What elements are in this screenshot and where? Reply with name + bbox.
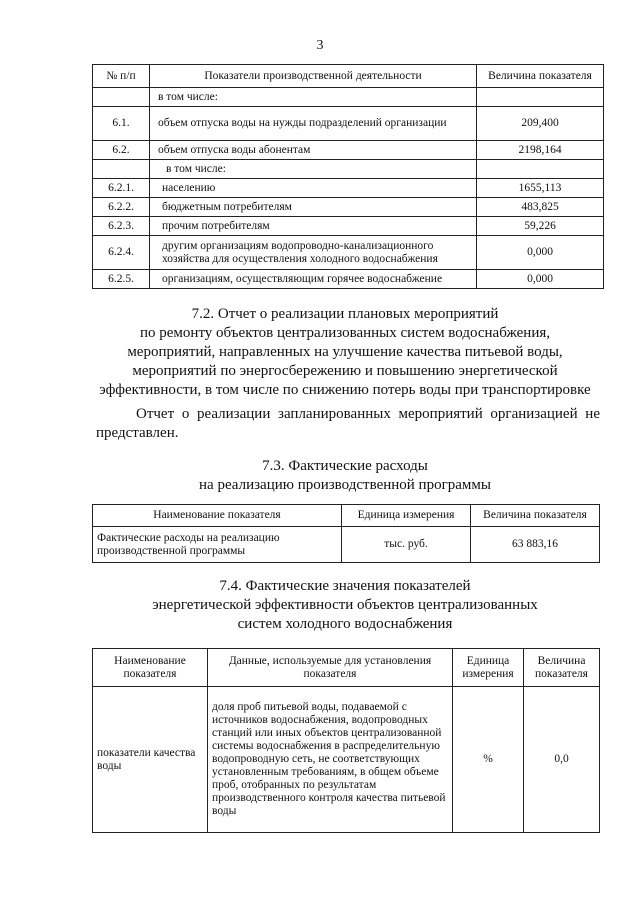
- row-number: 6.2.5.: [93, 270, 150, 289]
- table-row: [93, 160, 604, 179]
- column-header: Наименование показателя: [93, 505, 342, 527]
- row-value: [477, 88, 604, 107]
- table-row: [93, 198, 604, 217]
- row-label: объем отпуска воды абонентам: [150, 141, 477, 160]
- row-value: 483,825: [477, 198, 604, 217]
- row-number: 6.2.: [93, 141, 150, 160]
- row-label: в том числе:: [150, 88, 477, 107]
- row-value: 63 883,16: [471, 527, 600, 563]
- section-7-3-heading: [60, 457, 630, 495]
- row-label: организациям, осуществляющим горячее водоснабжение: [150, 270, 477, 289]
- heading-line: 7.3. Фактические расходы: [262, 458, 428, 474]
- table-row: [93, 527, 600, 563]
- table-row: [93, 141, 604, 160]
- row-number: 6.2.1.: [93, 179, 150, 198]
- page-number: 3: [316, 38, 324, 53]
- table-row: [93, 107, 604, 141]
- row-label: населению: [150, 179, 477, 198]
- section-7-2-paragraph: Отчет о реализации запланированных мероприятий организацией не представлен.: [96, 406, 600, 441]
- actual-expenses-table: [92, 504, 600, 563]
- row-label: объем отпуска воды на нужды подразделений организации: [150, 107, 477, 141]
- table-row: [93, 179, 604, 198]
- section-7-4-heading: [60, 577, 630, 634]
- column-header: Единица измерения: [453, 649, 524, 687]
- row-label: показатели качества воды: [93, 687, 208, 833]
- row-label: Фактические расходы на реализацию производственной программы: [93, 527, 342, 563]
- column-header: Величина показателя: [471, 505, 600, 527]
- row-number: [93, 160, 150, 179]
- table-header-row: [93, 649, 600, 687]
- row-number: 6.1.: [93, 107, 150, 141]
- row-value: [477, 160, 604, 179]
- row-label: в том числе:: [150, 160, 477, 179]
- table-row: [93, 270, 604, 289]
- row-value: 1655,113: [477, 179, 604, 198]
- row-number: 6.2.2.: [93, 198, 150, 217]
- heading-line: 7.2. Отчет о реализации плановых мероприятий: [191, 306, 499, 322]
- column-header: Показатели производственной деятельности: [150, 65, 477, 88]
- table-row: [93, 236, 604, 270]
- heading-line: мероприятий, направленных на улучшение качества питьевой воды,: [127, 344, 563, 360]
- row-label: другим организациям водопроводно-канализационного хозяйства для осуществления холодного водоснабжения: [150, 236, 477, 270]
- row-label: бюджетным потребителям: [150, 198, 477, 217]
- table-header-row: [93, 505, 600, 527]
- heading-line: энергетической эффективности объектов централизованных: [152, 597, 538, 613]
- energy-efficiency-table: [92, 648, 600, 833]
- column-header: Величина показателя: [477, 65, 604, 88]
- row-value: 0,000: [477, 270, 604, 289]
- column-header: Наименование показателя: [93, 649, 208, 687]
- row-value: 0,0: [524, 687, 600, 833]
- row-data-description: доля проб питьевой воды, подаваемой с источников водоснабжения, водопроводных станций или иных объектов централизованной системы водоснабжения в распределительную водопроводную сеть, не соответствующих установленным требованиям, в общем объеме проб, отобранных по результатам производственного контроля качества питьевой воды: [208, 687, 453, 833]
- heading-line: систем холодного водоснабжения: [237, 616, 453, 632]
- row-unit: тыс. руб.: [342, 527, 471, 563]
- row-number: 6.2.4.: [93, 236, 150, 270]
- row-number: [93, 88, 150, 107]
- table-header-row: [93, 65, 604, 88]
- row-label: прочим потребителям: [150, 217, 477, 236]
- row-unit: %: [453, 687, 524, 833]
- table-row: [93, 217, 604, 236]
- row-value: 2198,164: [477, 141, 604, 160]
- row-value: 59,226: [477, 217, 604, 236]
- column-header: Величина показателя: [524, 649, 600, 687]
- column-header: Данные, используемые для установления показателя: [208, 649, 453, 687]
- row-value: 209,400: [477, 107, 604, 141]
- section-7-2-heading: [60, 305, 630, 400]
- heading-line: 7.4. Фактические значения показателей: [219, 578, 471, 594]
- row-value: 0,000: [477, 236, 604, 270]
- heading-line: эффективности, в том числе по снижению потерь воды при транспортировке: [99, 382, 591, 398]
- column-header: № п/п: [93, 65, 150, 88]
- table-row: [93, 88, 604, 107]
- column-header: Единица измерения: [342, 505, 471, 527]
- heading-line: по ремонту объектов централизованных систем водоснабжения,: [139, 325, 550, 341]
- heading-line: на реализацию производственной программы: [199, 477, 491, 493]
- production-indicators-table: [92, 64, 604, 289]
- row-number: 6.2.3.: [93, 217, 150, 236]
- table-row: [93, 687, 600, 833]
- heading-line: мероприятий по энергосбережению и повышению энергетической: [132, 363, 558, 379]
